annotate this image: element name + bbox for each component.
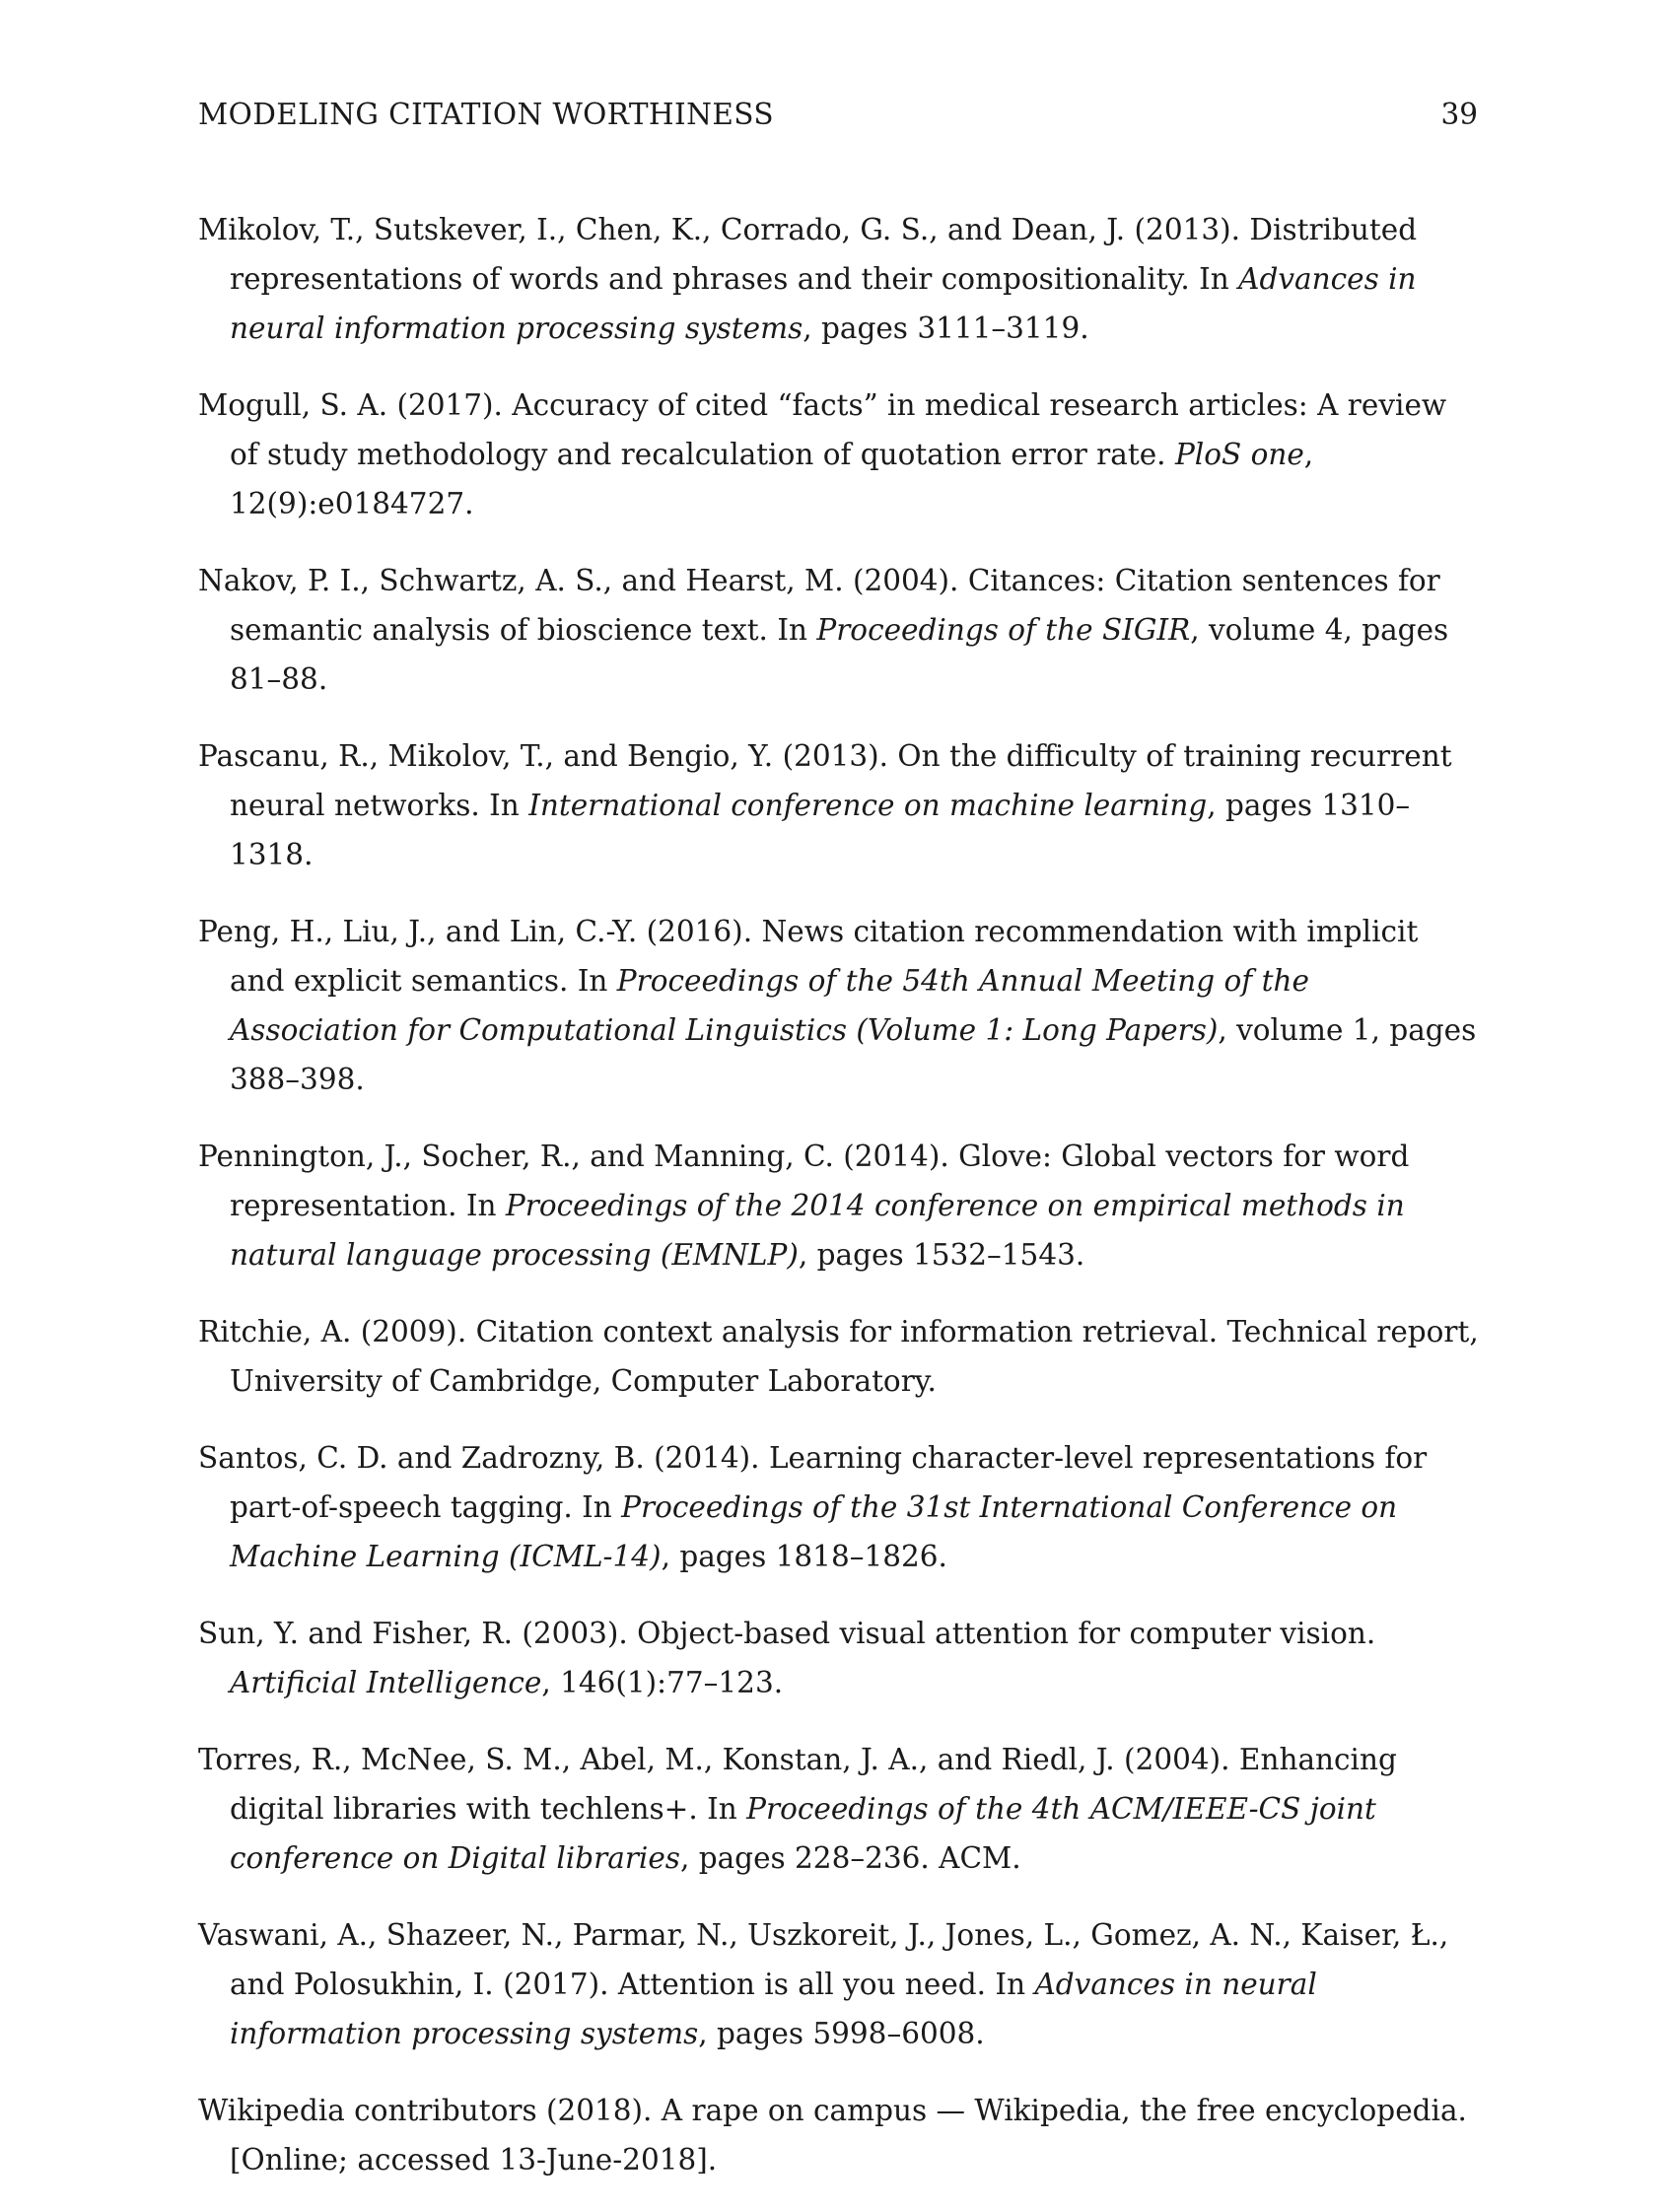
reference-entry bbox=[198, 205, 1480, 353]
reference-details: , pages 1310–1318. bbox=[230, 789, 1411, 871]
reference-text: Santos, C. D. and Zadrozny, B. (2014). Learning character-level representations for part-of-speech tagging. In bbox=[198, 1441, 1428, 1524]
reference-venue: Proceedings of the 31st International Conference on Machine Learning (ICML-14) bbox=[230, 1490, 1398, 1573]
reference-text: Mogull, S. A. (2017). Accuracy of cited “facts” in medical research articles: A review of study methodology and recalculation of quotation error rate. bbox=[198, 388, 1447, 471]
reference-list bbox=[198, 205, 1480, 2212]
reference-text: Pennington, J., Socher, R., and Manning, C. (2014). Glove: Global vectors for word representation. In bbox=[198, 1140, 1410, 1222]
reference-venue: PloS one bbox=[1174, 438, 1304, 471]
reference-venue: Proceedings of the 54th Annual Meeting of the Association for Computational Linguistics (Volume 1: Long Papers) bbox=[230, 964, 1309, 1047]
reference-text: Nakov, P. I., Schwartz, A. S., and Hearst, M. (2004). Citances: Citation sentences for semantic analysis of bioscience text. In bbox=[198, 564, 1440, 647]
reference-entry bbox=[198, 2086, 1480, 2184]
reference-text: Wikipedia contributors (2018). A rape on campus — Wikipedia, the free encyclopedia. [Online; accessed 13-June-2018]. bbox=[198, 2094, 1467, 2177]
reference-venue: Proceedings of the 2014 conference on empirical methods in natural language processing (EMNLP) bbox=[230, 1189, 1405, 1272]
reference-entry bbox=[198, 1433, 1480, 1581]
reference-text: Torres, R., McNee, S. M., Abel, M., Konstan, J. A., and Riedl, J. (2004). Enhancing digital libraries with techlens+. In bbox=[198, 1743, 1397, 1826]
running-head: MODELING CITATION WORTHINESS bbox=[198, 98, 774, 131]
reference-text: Mikolov, T., Sutskever, I., Chen, K., Corrado, G. S., and Dean, J. (2013). Distributed representations of words and phrases and their compositionality. In bbox=[198, 213, 1418, 296]
reference-details: , 146(1):77–123. bbox=[541, 1666, 784, 1699]
page-number: 39 bbox=[1440, 98, 1478, 131]
reference-entry bbox=[198, 907, 1480, 1104]
reference-entry bbox=[198, 1910, 1480, 2058]
reference-venue: Proceedings of the SIGIR bbox=[816, 613, 1191, 647]
reference-venue: Artificial Intelligence bbox=[230, 1666, 542, 1699]
reference-entry bbox=[198, 1132, 1480, 1279]
reference-text: Ritchie, A. (2009). Citation context analysis for information retrieval. Technical report, University of Cambridge, Computer Laboratory. bbox=[198, 1315, 1479, 1398]
reference-details: , pages 3111–3119. bbox=[803, 311, 1089, 345]
reference-details: , pages 1532–1543. bbox=[798, 1238, 1085, 1272]
reference-details: , pages 1818–1826. bbox=[661, 1540, 947, 1573]
reference-entry bbox=[198, 731, 1480, 879]
reference-text: Peng, H., Liu, J., and Lin, C.-Y. (2016). News citation recommendation with implicit and explicit semantics. In bbox=[198, 915, 1419, 998]
reference-entry bbox=[198, 1307, 1480, 1406]
reference-details: , volume 4, pages 81–88. bbox=[230, 613, 1449, 696]
reference-venue: Proceedings of the 4th ACM/IEEE-CS joint conference on Digital libraries bbox=[230, 1792, 1376, 1875]
reference-entry bbox=[198, 380, 1480, 528]
reference-entry bbox=[198, 556, 1480, 704]
reference-entry bbox=[198, 1609, 1480, 1707]
reference-text: Vaswani, A., Shazeer, N., Parmar, N., Uszkoreit, J., Jones, L., Gomez, A. N., Kaiser, Ł., and Polosukhin, I. (2017). Attention is all you need. In bbox=[198, 1918, 1449, 2001]
reference-text: Sun, Y. and Fisher, R. (2003). Object-based visual attention for computer vision. bbox=[198, 1617, 1376, 1650]
reference-details: , pages 228–236. ACM. bbox=[679, 1841, 1021, 1875]
reference-entry bbox=[198, 1735, 1480, 1883]
reference-details: , pages 5998–6008. bbox=[698, 2017, 985, 2050]
reference-text: Pascanu, R., Mikolov, T., and Bengio, Y. (2013). On the difficulty of training recurrent neural networks. In bbox=[198, 739, 1452, 822]
reference-venue: Advances in neural information processing systems bbox=[230, 1968, 1317, 2050]
reference-venue: International conference on machine learning bbox=[528, 789, 1208, 822]
reference-venue: Advances in neural information processing systems bbox=[230, 262, 1417, 345]
reference-details: , volume 1, pages 388–398. bbox=[230, 1013, 1477, 1096]
reference-details: , 12(9):e0184727. bbox=[230, 438, 1314, 520]
